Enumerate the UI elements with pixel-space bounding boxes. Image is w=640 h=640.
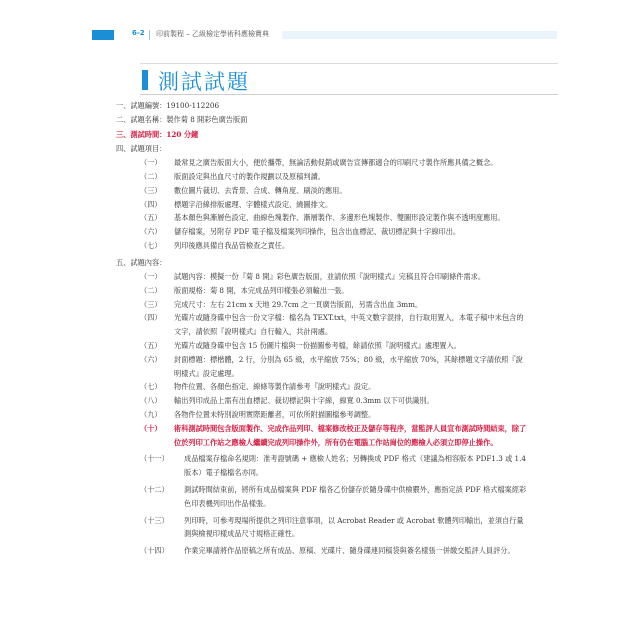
sub-marker: （五） [140,213,162,223]
project-item [116,170,546,184]
sub-marker: （十一） [140,454,169,464]
item-exam-content [116,256,546,270]
sub-text: 作業完畢請將作品原稿之所有成品、原稿、光碟片、隨身碟連同稿袋與簽名樣張一併繳交監評人員評分。 [184,546,515,556]
title-accent-bar [142,70,148,90]
chapter-tab-marker [92,30,114,40]
section-title-bar [140,63,558,95]
sub-marker: （五） [140,341,162,351]
item-label: 試題編號： [130,101,167,110]
sub-marker: （一） [140,272,162,282]
sub-text: 物件位置、各顏色指定、線條等製作請參考『說明樣式』設定。 [174,382,376,392]
item-exam-time [116,128,546,142]
content-item [116,270,546,284]
sub-marker: （一） [140,158,162,168]
item-value: 製作菊 8 開彩色廣告版面 [166,115,248,125]
sub-marker: （六） [140,227,162,237]
sub-marker: （二） [140,285,162,295]
sub-marker: （四） [140,313,162,323]
content-item [116,311,546,339]
item-marker: 三、 [116,129,131,139]
item-value: 19100-112206 [166,101,220,110]
item-marker: 五、 [116,257,131,267]
sub-text: 光碟片或隨身碟中包含 15 份圖片檔與一份描圖參考檔，餘請依照『說明樣式』處理置入。 [174,341,461,351]
content-item [116,339,546,353]
section-title: 測試試題 [158,70,250,94]
sub-text: 版面規格：菊 8 開，本完成品列印樣張必須輸出一張。 [174,285,349,295]
sub-marker: （十二） [140,485,169,495]
sub-marker: （十四） [140,546,169,556]
sub-text: 各物件位置未特別說明實際距離者，可依所附描圖檔參考調整。 [174,410,376,420]
sub-marker: （三） [140,299,162,309]
content-item [116,483,546,511]
sub-text: 列印後應具備自我品管檢查之責任。 [174,240,290,250]
item-label: 試題項目： [130,143,167,153]
sub-text: 最常見之廣告版面大小，便於攜帶，無論活動促銷或廣告宣傳都適合的印刷尺寸製作所應具備之概念。 [174,158,498,168]
sub-marker: （八） [140,396,162,406]
sub-text: 完成尺寸：左右 21cm x 天地 29.7cm 之一頁廣告版面，另需含出血 3mm。 [174,299,423,309]
project-item [116,239,546,253]
sub-marker: （九） [140,410,162,420]
item-exam-number [116,99,546,113]
content-item-warning [116,422,546,450]
header-band [282,31,557,39]
content-item [116,284,546,298]
content-item [116,298,546,312]
sub-text: 標題字沿線排版處理、字體樣式設定、繞圖排文。 [174,199,333,209]
sub-text: 基本顏色與漸層色設定、曲線色塊製作、漸層製作、多邊形色塊製作、雙圖形設定製作與不透明度應用。 [174,213,505,223]
sub-text: 列印時，可參考現場所提供之列印注意事項，以 Acrobat Reader 或 Acrobat 軟體列印輸出，並須自行量測與檢視印樣成品尺寸規格正確性。 [184,515,524,539]
item-marker: 四、 [116,143,131,153]
sub-marker: （二） [140,171,162,181]
sub-text: 版面設定與出血尺寸的製作規劃以及原稿判讀。 [174,171,325,181]
sub-text: 試題內容：模擬一份『菊 8 開』彩色廣告版面，並請依照『說明樣式』完稿且符合印刷條件需求。 [174,272,486,282]
sub-marker: （三） [140,185,162,195]
content-item [116,452,546,480]
sub-marker: （十） [140,423,162,433]
item-value: 120 分鐘 [166,129,199,139]
item-marker: 一、 [116,101,131,110]
sub-text: 數位圖片裁切、去背景、合成、轉角度、刷淡的應用。 [174,185,347,195]
sub-marker: （七） [140,382,162,392]
content-item [116,544,546,558]
document-body [116,99,546,558]
content-item [116,394,546,408]
content-item [116,353,546,381]
sub-marker: （六） [140,354,162,364]
sub-text: 輸出列印成品上需有出血標記、裁切標記與十字線，線寬 0.3mm 以下可供識別。 [174,396,434,406]
page-number: 6-2 [132,29,145,37]
running-header [92,30,560,42]
book-title: 印前製程 – 乙級檢定學術科應檢寶典 [156,30,269,38]
content-item [116,408,546,422]
item-exam-scope [116,142,546,156]
header-divider [149,30,150,40]
content-item [116,514,546,542]
content-item [116,380,546,394]
item-label: 試題名稱： [130,115,167,125]
sub-text: 光碟片或隨身碟中包含一份文字檔：檔名為 TEXT.txt，中英文數字混排，自行取用置入，本電子稿中未包含的文字，請依照『說明樣式』自行輸入，共計兩處。 [174,313,524,337]
sub-text: 測試時間結束前，將所有成品檔案與 PDF 檔各乙份儲存於隨身碟中供檢覈外，應指定該 PDF 格式檔案經彩色印表機列印出作品樣張。 [184,485,527,508]
project-item [116,225,546,239]
sub-text: 成品檔案存檔命名規則：准考證號碼 + 應檢人姓名；另轉換成 PDF 格式（建議為相容版本 PDF1.3 或 1.4 版本）電子檔檔名亦同。 [184,454,526,478]
item-label: 測試時間： [130,129,167,139]
sub-text: 封面標題：標楷體，2 行，分別為 65 級，水平縮放 75%；80 級，水平縮放 70%，其餘標題文字請依照『說明樣式』設定處理。 [174,354,523,378]
sub-marker: （四） [140,199,162,209]
sub-marker: （十三） [140,515,169,525]
project-item [116,184,546,198]
sub-text: 儲存檔案，另附存 PDF 電子檔及檔案列印操作，包含出血標記、裁切標記與十字線印出。 [174,227,461,237]
sub-text: 術科測試時間包含版面製作、完成作品列印、檔案修改校正及儲存等程序，當監評人員宣布測試時間結束，除了位於列印工作站之應檢人繼續完成列印操作外，所有仍在電腦工作站崗位的應檢人必須立即停止操作。 [174,423,527,447]
item-label: 試題內容： [130,257,167,267]
project-item [116,156,546,170]
sub-marker: （七） [140,240,162,250]
project-item [116,198,546,212]
item-marker: 二、 [116,115,131,125]
project-item [116,211,546,225]
item-exam-name [116,113,546,127]
